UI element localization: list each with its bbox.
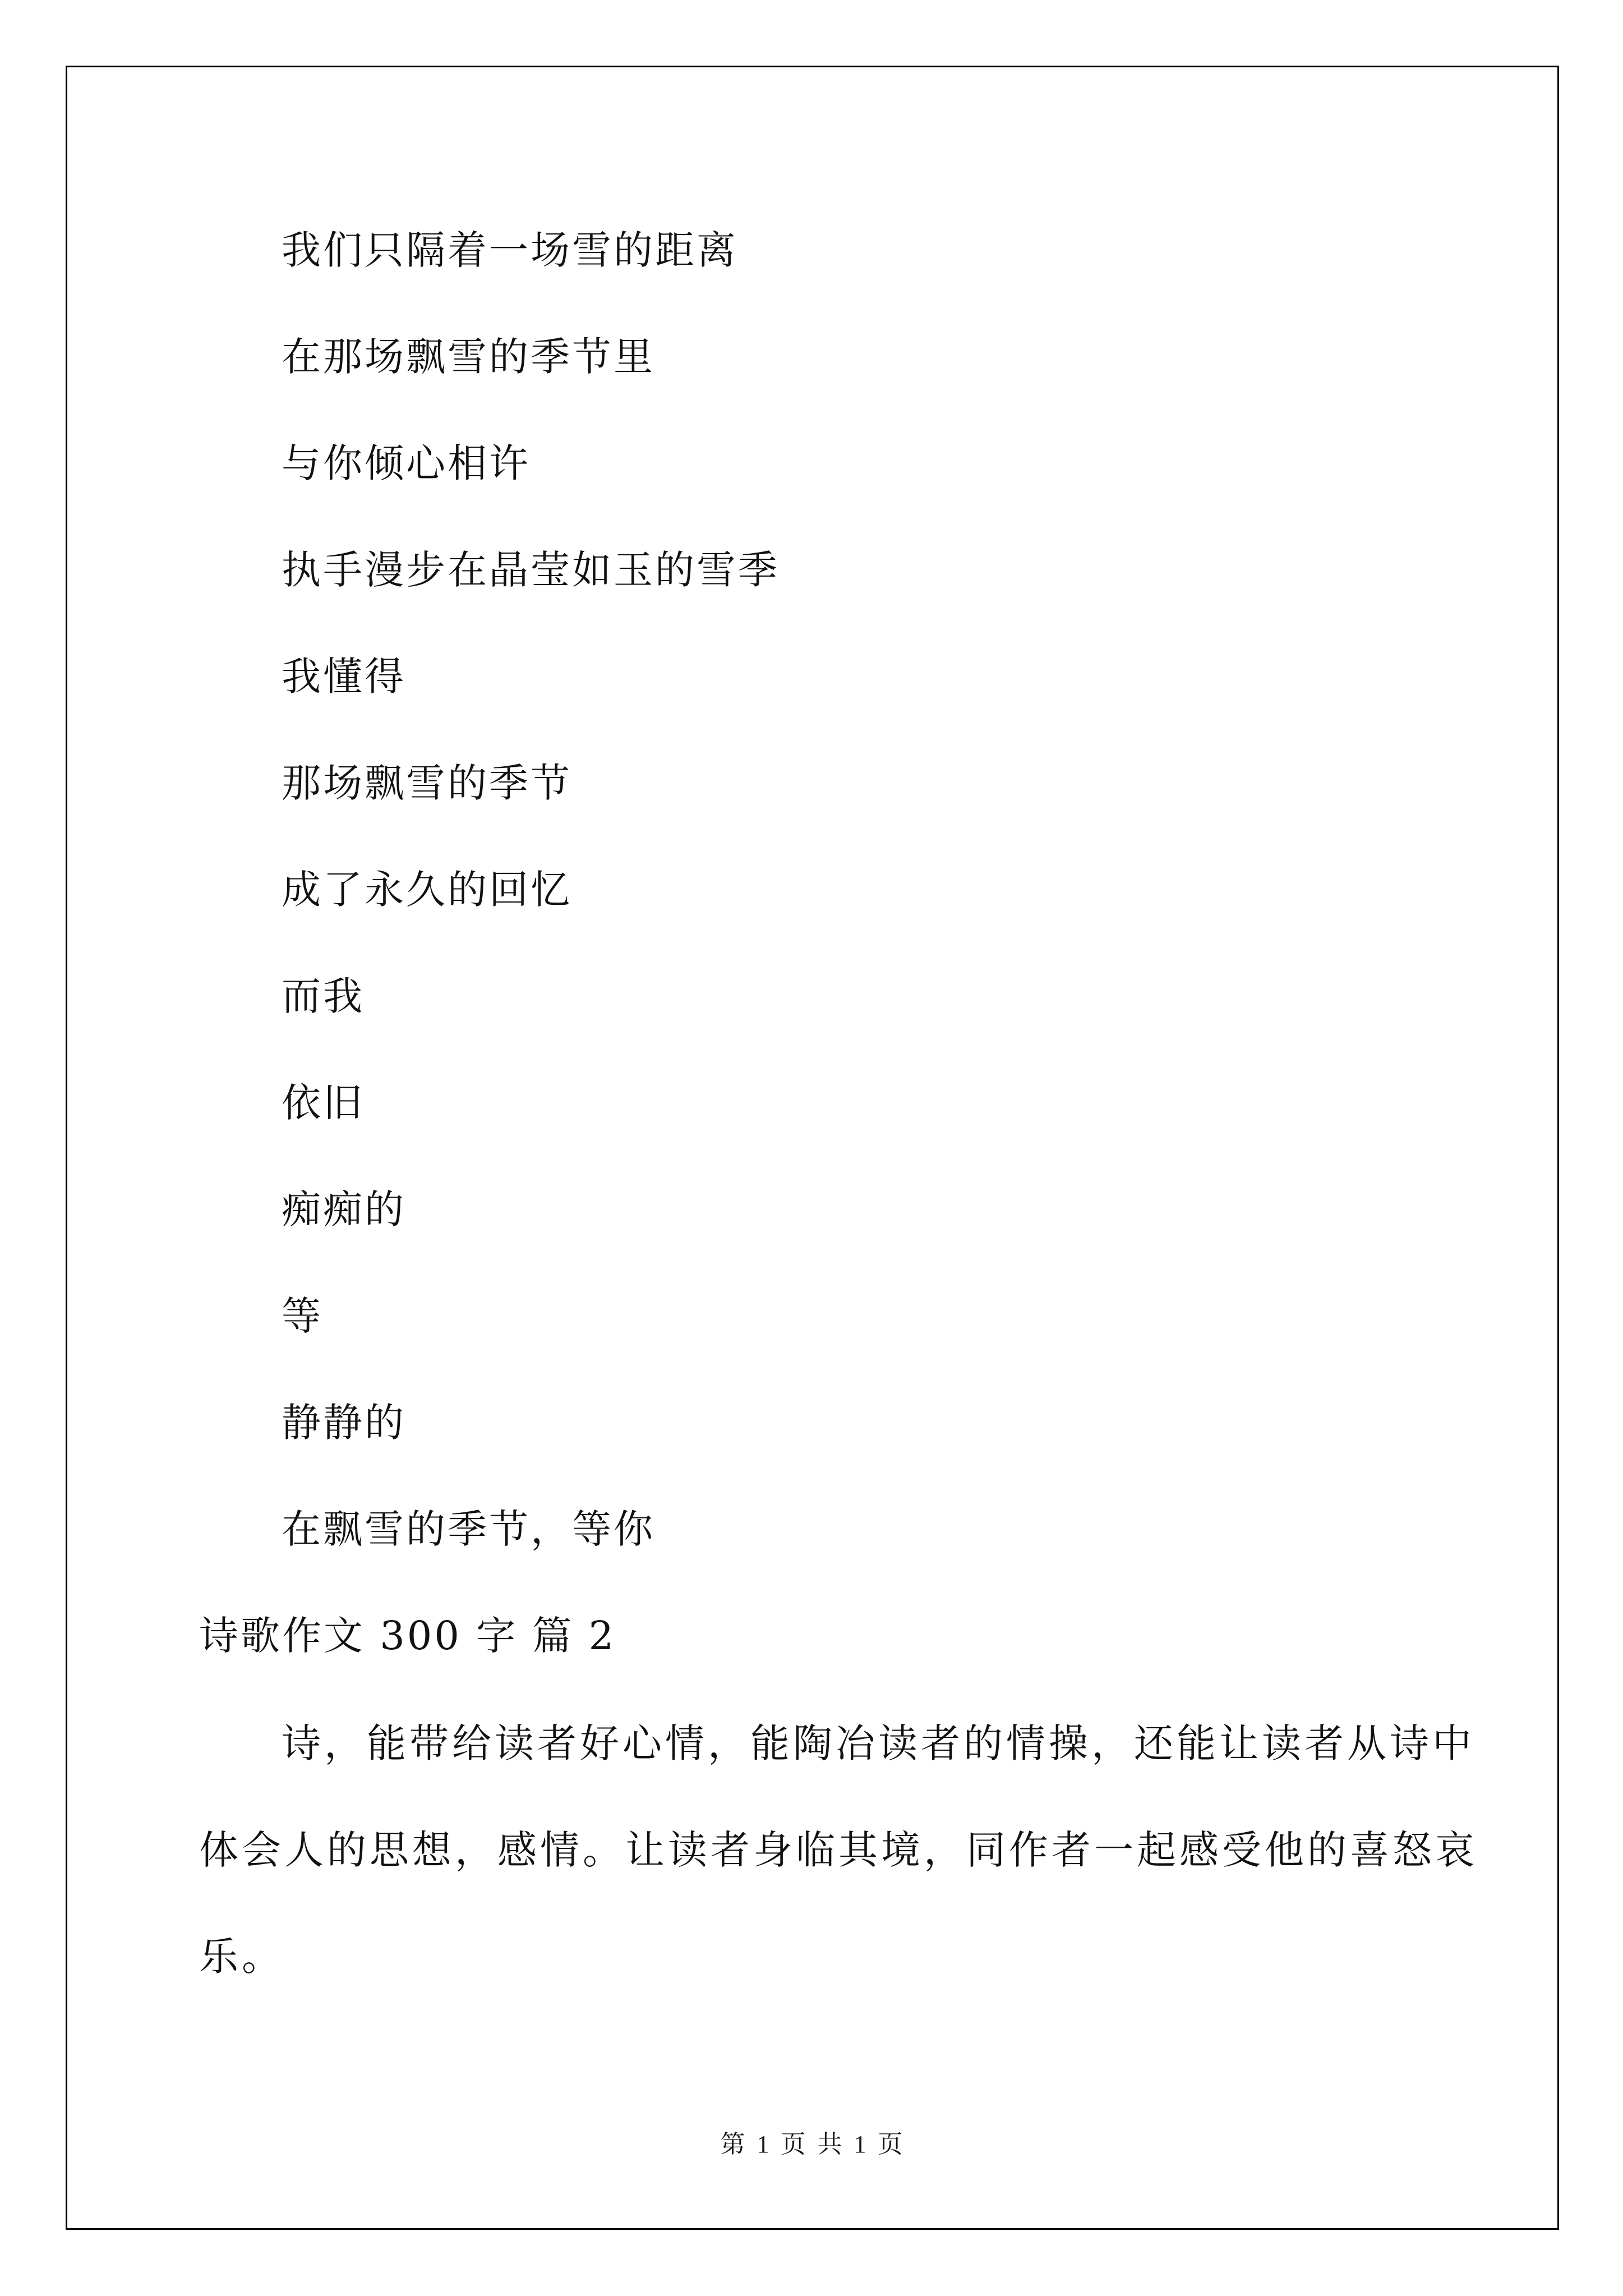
poem-line: 我们只隔着一场雪的距离 [282,227,738,273]
poem-line: 等 [282,1293,323,1339]
poem-line: 成了永久的回忆 [282,867,572,913]
poem-line: 那场飘雪的季节 [282,760,572,806]
page-border [66,66,1559,2230]
page-footer: 第 1 页 共 1 页 [720,2131,903,2158]
poem-line: 依旧 [282,1080,365,1126]
section-heading: 诗歌作文 300 字 篇 2 [199,1613,616,1659]
poem-line: 而我 [282,973,365,1019]
paragraph-line: 乐。 [199,1934,284,1980]
poem-line: 静静的 [282,1400,406,1446]
poem-line: 我懂得 [282,654,406,700]
poem-line: 在那场飘雪的季节里 [282,334,655,380]
poem-line: 痴痴的 [282,1186,406,1232]
poem-line: 在飘雪的季节，等你 [282,1506,655,1552]
poem-line: 执手漫步在晶莹如玉的雪季 [282,547,780,593]
paragraph-line: 诗，能带给读者好心情，能陶冶读者的情操，还能让读者从诗中 [282,1720,1475,1766]
poem-line: 与你倾心相许 [282,440,531,486]
paragraph-line: 体会人的思想，感情。让读者身临其境，同作者一起感受他的喜怒哀 [199,1827,1478,1873]
